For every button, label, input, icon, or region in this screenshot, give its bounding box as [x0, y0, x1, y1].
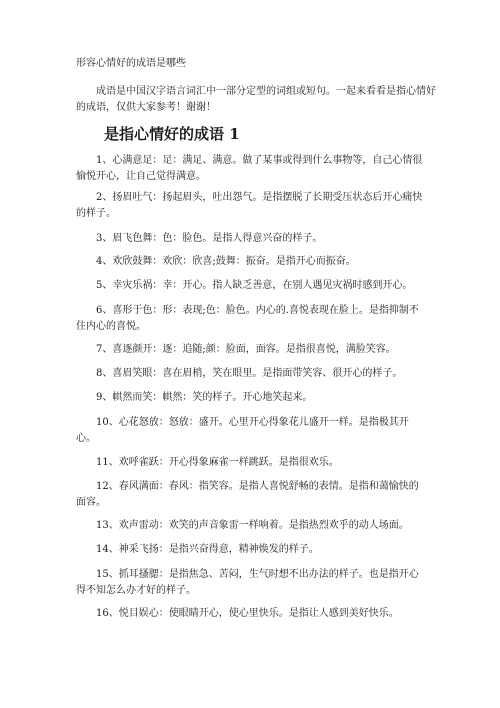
- idiom-item-1: 1、心满意足：足：满足、满意。做了某事或得到什么事物等，自己心情很愉悦开心，让自己觉得满意。: [76, 155, 423, 182]
- idiom-item-16: 16、悦目娱心：使眼睛开心，使心里快乐。是指让人感到美好快乐。: [96, 608, 399, 619]
- idiom-item-9: 9、帺然而笑：帺然：笑的样子。开心地笑起来。: [96, 392, 313, 403]
- idiom-item-8: 8、喜眉笑眼：喜在眉梢，笑在眼里。是指面带笑容、很开心的样子。: [96, 368, 403, 379]
- idiom-item-10: 10、心花怒放：怒放：盛开。心里开心得象花儿盛开一样。是指极其开心。: [76, 417, 409, 444]
- idiom-item-6: 6、喜形于色：形：表现;色：脸色。内心的.喜悦表现在脸上。是指抑制不住内心的喜悦。: [76, 305, 419, 332]
- idiom-item-13: 13、欢声雷动：欢笑的声音象雷一样响着。是指热烈欢乎的动人场面。: [96, 520, 409, 531]
- idiom-item-4: 4、欢欣鼓舞：欢欣：欣喜;鼓舞：振奋。是指开心而振奋。: [96, 256, 356, 267]
- document-title: 形容心情好的成语是哪些: [76, 58, 186, 69]
- idiom-item-7: 7、喜逐颜开：逐：追随;颜：脸面，面容。是指很喜悦，满脸笑容。: [96, 344, 396, 355]
- idiom-item-5: 5、幸灾乐祸：幸：开心。指人缺乏善意，在别人遇见灾祸时感到开心。: [96, 280, 413, 291]
- idiom-item-14: 14、神采飞扬：是指兴奋得意，精神焕发的样子。: [96, 544, 319, 555]
- idiom-item-12: 12、春风满面：春风：指笑容。是指人喜悦舒畅的表情。是指和蔼愉快的面容。: [76, 481, 419, 508]
- idiom-item-11: 11、欢呼雀跃：开心得象麻雀一样跳跃。是指很欢乐。: [96, 457, 339, 468]
- section-heading: 是指心情好的成语 1: [104, 125, 240, 143]
- idiom-item-3: 3、眉飞色舞：色：脸色。是指人得意兴奋的样子。: [96, 233, 323, 244]
- idiom-item-2: 2、扬眉吐气：扬起眉头，吐出怨气。是指摆脱了长期受压状态后开心痛快的样子。: [76, 192, 423, 219]
- idiom-item-15: 15、抓耳搔腮：是指焦急、苦闷，生气时想不出办法的样子。也是指开心得不知怎么办才好的样子。: [76, 569, 419, 596]
- intro-paragraph: 成语是中国汉字语言词汇中一部分定型的词组或短句。一起来看看是指心情好的成语，仅供大家参考！谢谢！: [76, 86, 436, 113]
